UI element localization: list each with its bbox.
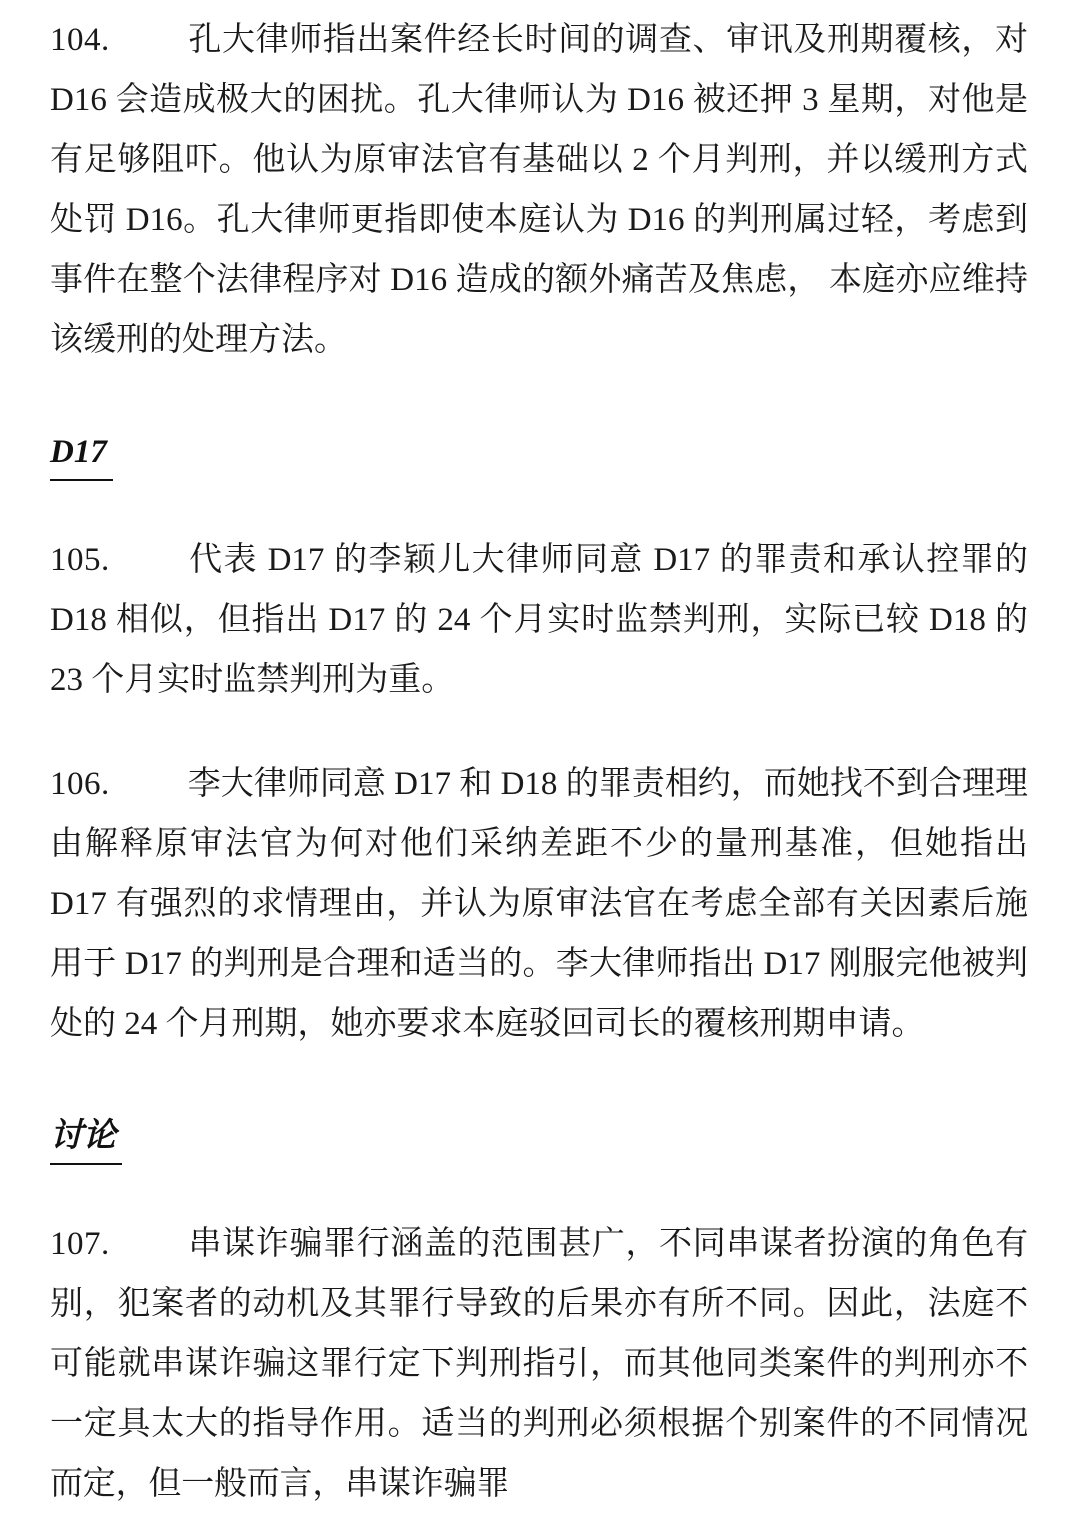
paragraph-104 [50, 10, 1028, 370]
spacer-before-d17-heading [50, 370, 1028, 426]
paragraph-105 [50, 530, 1028, 710]
paragraph-number-106: 106. [50, 766, 110, 802]
page-content [50, 0, 1028, 1514]
paragraph-number-104: 104. [50, 22, 110, 58]
section-heading-discussion: 讨论 [50, 1110, 122, 1165]
section-heading-d17: D17 [50, 426, 113, 481]
paragraph-text-106: 李大律师同意 D17 和 D18 的罪责相约，而她找不到合理理由解释原审法官为何对他们采纳差距不少的量刑基准，但她指出 D17 有强烈的求情理由，并认为原审法官在考虑全部有关因素后施用于 D17 的判刑是合理和适当的。李大律师指出 D17 刚服完他被判处的 24 个月刑期，她亦要求本庭驳回司长的覆核刑期申请。 [50, 766, 1028, 1042]
section-heading-d17-row [50, 426, 1028, 486]
spacer-between-105-106 [50, 710, 1028, 754]
spacer-before-discussion-heading [50, 1054, 1028, 1110]
paragraph-text-104: 孔大律师指出案件经长时间的调查、审讯及刑期覆核，对 D16 会造成极大的困扰。孔大律师认为 D16 被还押 3 星期，对他是有足够阻吓。他认为原审法官有基础以 2 个月判刑，并以缓刑方式处罚 D16。孔大律师更指即使本庭认为 D16 的判刑属过轻，考虑到事件在整个法律程序对 D16 造成的额外痛苦及焦虑， 本庭亦应维持该缓刑的处理方法。 [50, 22, 1028, 358]
section-heading-discussion-row [50, 1110, 1028, 1170]
paragraph-text-107: 串谋诈骗罪行涵盖的范围甚广，不同串谋者扮演的角色有别，犯案者的动机及其罪行导致的后果亦有所不同。因此，法庭不可能就串谋诈骗这罪行定下判刑指引，而其他同类案件的判刑亦不一定具太大的指导作用。适当的判刑必须根据个别案件的不同情况而定，但一般而言，串谋诈骗罪 [50, 1226, 1028, 1502]
paragraph-number-105: 105. [50, 542, 110, 578]
paragraph-106 [50, 754, 1028, 1054]
paragraph-text-105: 代表 D17 的李颖儿大律师同意 D17 的罪责和承认控罪的 D18 相似，但指出 D17 的 24 个月实时监禁判刑，实际已较 D18 的 23 个月实时监禁判刑为重。 [50, 542, 1028, 698]
spacer-after-d17-heading [50, 486, 1028, 530]
spacer-after-discussion-heading [50, 1170, 1028, 1214]
paragraph-107 [50, 1214, 1028, 1514]
paragraph-number-107: 107. [50, 1226, 110, 1262]
